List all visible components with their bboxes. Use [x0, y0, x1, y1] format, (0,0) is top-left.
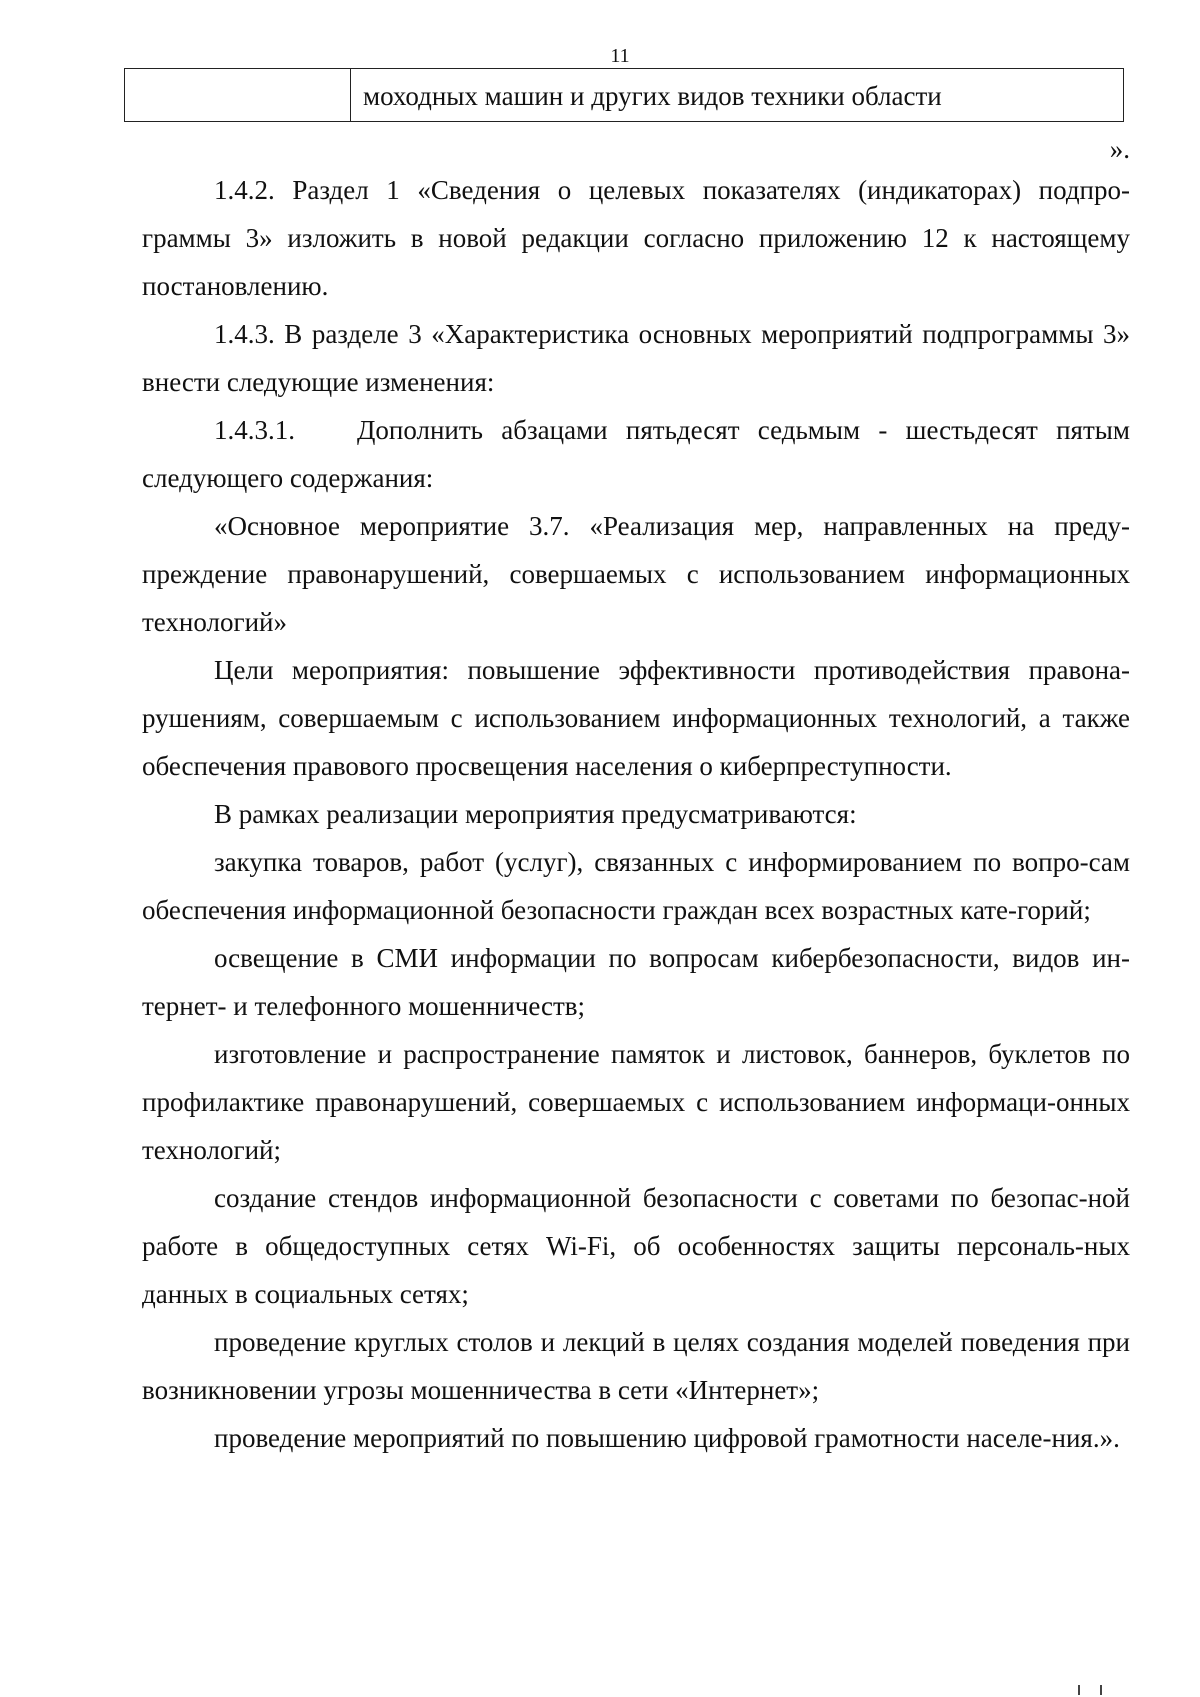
- paragraph-scope-intro: В рамках реализации мероприятия предусматриваются:: [214, 799, 857, 829]
- page-number: 11: [610, 45, 630, 67]
- table-cell-empty: [125, 69, 351, 121]
- list-item-media-coverage: освещение в СМИ информации по вопросам кибербезопасности, видов ин-тернет- и телефонного мошенничеств;: [142, 943, 1130, 1021]
- list-item-stands: создание стендов информационной безопасности с советами по безопас-ной работе в общедоступных сетях Wi-Fi, об особенностях защиты персональ-ных данных в социальных сетях;: [142, 1183, 1130, 1309]
- paragraph-1-4-3-1: [142, 406, 1130, 502]
- paragraph-number: 1.4.3.1.: [214, 415, 295, 445]
- paragraph-goals: Цели мероприятия: повышение эффективности противодействия правона-рушениям, совершаемым с использованием информационных технологий, а также обеспечения правового просвещения населения о киберпреступности.: [142, 655, 1130, 781]
- paragraph-1-4-3: 1.4.3. В разделе 3 «Характеристика основных мероприятий подпрограммы 3» внести следующие изменения:: [142, 319, 1130, 397]
- list-item-procurement: закупка товаров, работ (услуг), связанных с информированием по вопро-сам обеспечения информационной безопасности граждан всех возрастных кате-горий;: [142, 847, 1130, 925]
- list-item-digital-literacy: проведение мероприятий по повышению цифровой грамотности населе-ния.».: [214, 1423, 1120, 1453]
- paragraph-1-4-2: 1.4.2. Раздел 1 «Сведения о целевых показателях (индикаторах) подпро-граммы 3» изложить в новой редакции согласно приложению 12 к настоящему постановлению.: [142, 175, 1130, 301]
- closing-quote-mark: ».: [1109, 134, 1130, 164]
- table-fragment: [124, 68, 1124, 122]
- list-item-round-tables: проведение круглых столов и лекций в целях создания моделей поведения при возникновении угрозы мошенничества в сети «Интернет»;: [142, 1327, 1130, 1405]
- document-body: [142, 166, 1130, 1462]
- paragraph-text: Дополнить абзацами пятьдесят седьмым - шестьдесят пятым следующего содержания:: [142, 415, 1130, 493]
- table-cell-text: моходных машин и других видов техники области: [363, 81, 942, 111]
- list-item-leaflets: изготовление и распространение памяток и листовок, баннеров, буклетов по профилактике правонарушений, совершаемых с использованием информаци-онных технологий;: [142, 1039, 1130, 1165]
- scan-artifact: [1078, 1685, 1102, 1695]
- paragraph-main-activity: «Основное мероприятие 3.7. «Реализация мер, направленных на преду-преждение правонарушений, совершаемых с использованием информационных технологий»: [142, 511, 1130, 637]
